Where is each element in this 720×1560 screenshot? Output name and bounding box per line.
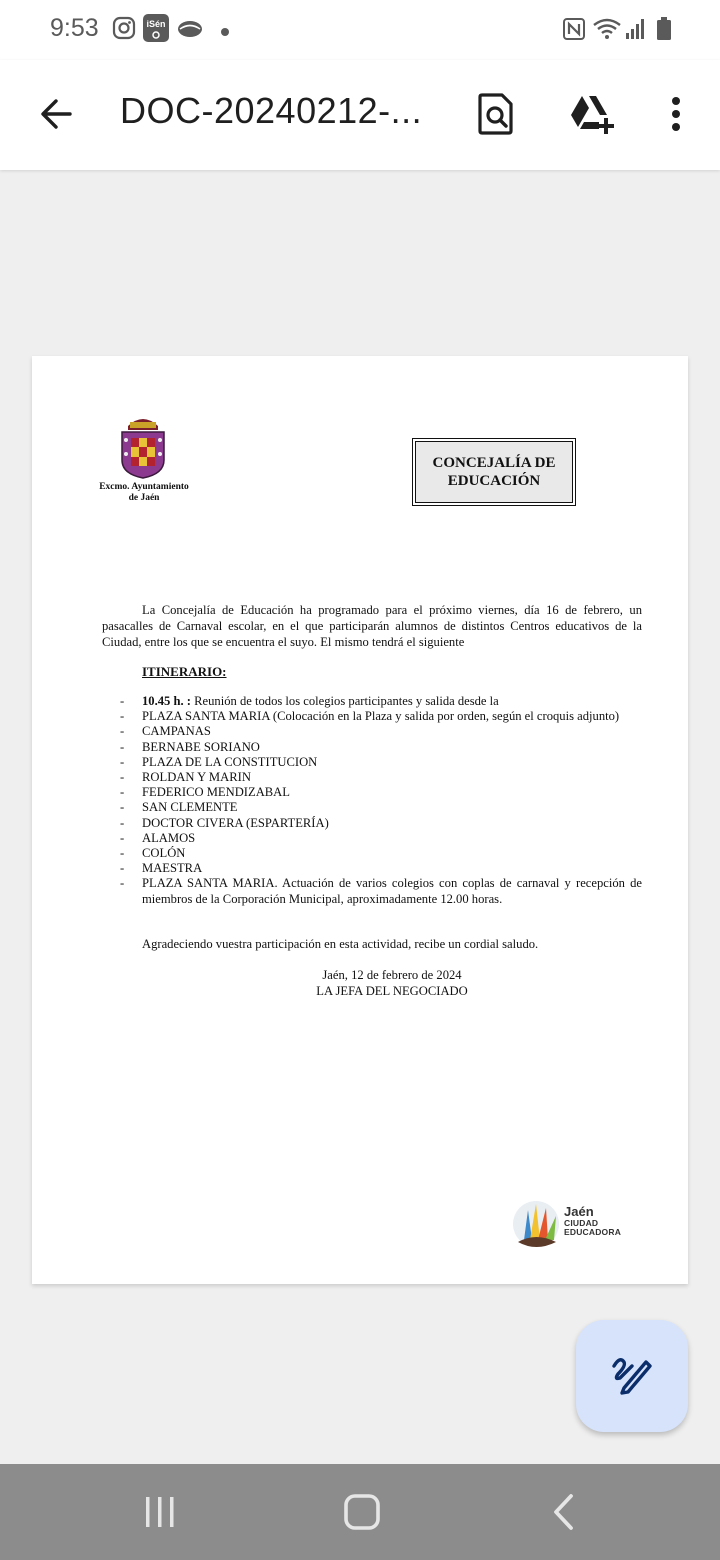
itinerary-title: ITINERARIO: [142, 664, 227, 679]
itinerary-item: - DOCTOR CIVERA (ESPARTERÍA) [120, 816, 642, 831]
signature-line: LA JEFA DEL NEGOCIADO [316, 984, 468, 998]
itinerary-item: - PLAZA DE LA CONSTITUCION [120, 755, 642, 770]
city-crest-icon [118, 414, 168, 485]
signature-block [232, 967, 552, 999]
department-box [412, 438, 576, 506]
itinerary-item: - PLAZA SANTA MARIA. Actuación de varios colegios con coplas de carnaval y recepción de miembros de la Corporación Municipal, aproximadamente 12.00 horas. [120, 876, 642, 906]
ciudad-educadora-emblem-icon [512, 1196, 562, 1255]
instagram-icon [112, 16, 136, 45]
crest-caption-line-1: Excmo. Ayuntamiento [99, 482, 189, 492]
itinerary-item: - ALAMOS [120, 831, 642, 846]
home-button[interactable] [332, 1492, 392, 1536]
search-document-icon [478, 93, 514, 140]
svg-text:iSén: iSén [146, 19, 166, 29]
logo-title: Jaén [564, 1204, 594, 1219]
app-bar [0, 60, 720, 170]
ciudad-educadora-logo [512, 1196, 642, 1252]
itinerary-item: - PLAZA SANTA MARIA (Colocación en la Plaza y salida por orden, según el croquis adjunto) [120, 709, 642, 724]
itinerary-list [120, 694, 642, 907]
more-options-icon [670, 96, 682, 137]
itinerary-time: 10.45 h. : [142, 694, 191, 708]
add-to-drive-button[interactable] [564, 88, 620, 144]
back-nav-button[interactable] [534, 1492, 594, 1536]
itinerary-item: - FEDERICO MENDIZABAL [120, 785, 642, 800]
itinerary-item: - SAN CLEMENTE [120, 800, 642, 815]
edit-signature-button[interactable] [576, 1320, 688, 1432]
signal-icon [625, 18, 645, 45]
navigation-bar [0, 1464, 720, 1560]
date-line: Jaén, 12 de febrero de 2024 [322, 968, 462, 982]
status-time: 9:53 [50, 14, 99, 42]
edit-signature-icon [610, 1352, 654, 1401]
itinerary-item: - COLÓN [120, 846, 642, 861]
search-document-button[interactable] [468, 88, 524, 144]
crest-caption [94, 482, 194, 504]
logo-text [564, 1204, 621, 1237]
itinerary-first-text: Reunión de todos los colegios participantes y salida desde la [190, 694, 499, 708]
department-title [415, 441, 573, 503]
itinerary-item: - CAMPANAS [120, 724, 642, 739]
document-title: DOC-20240212-... [120, 90, 423, 131]
department-line-1: CONCEJALÍA DE [432, 455, 556, 471]
logo-subtitle-1: CIUDAD [564, 1218, 599, 1228]
home-icon [343, 1493, 381, 1536]
closing-text: Agradeciendo vuestra participación en esta actividad, recibe un cordial saludo. [142, 937, 539, 951]
back-button[interactable] [28, 88, 84, 144]
nfc-icon [563, 18, 585, 45]
battery-icon [657, 17, 671, 46]
cloud-icon [176, 18, 204, 45]
recent-apps-icon [143, 1495, 177, 1534]
crest-caption-line-2: de Jaén [128, 493, 160, 503]
itinerary-item: - MAESTRA [120, 861, 642, 876]
notification-dot-icon [220, 24, 230, 42]
more-options-button[interactable] [648, 88, 704, 144]
intro-paragraph: La Concejalía de Educación ha programado para el próximo viernes, día 16 de febrero, un pasacalles de Carnaval escolar, en el que participarán alumnos de distintos Centros educativos de la Ciudad, entre los que se encuentra el suyo. El mismo tendrá el siguiente [102, 603, 642, 649]
logo-subtitle-2: EDUCADORA [564, 1227, 622, 1237]
back-nav-icon [549, 1493, 579, 1536]
add-to-drive-icon [569, 94, 615, 139]
itinerary-item: - ROLDAN Y MARIN [120, 770, 642, 785]
department-line-2: EDUCACIÓN [447, 473, 541, 489]
itinerary-item: - BERNABE SORIANO [120, 740, 642, 755]
arrow-back-icon [38, 96, 74, 137]
status-bar [0, 0, 720, 60]
recent-apps-button[interactable] [130, 1492, 190, 1536]
document-page[interactable] [32, 356, 688, 1284]
wifi-icon [592, 17, 622, 46]
isen-icon [143, 14, 169, 47]
itinerary-item [120, 694, 642, 709]
